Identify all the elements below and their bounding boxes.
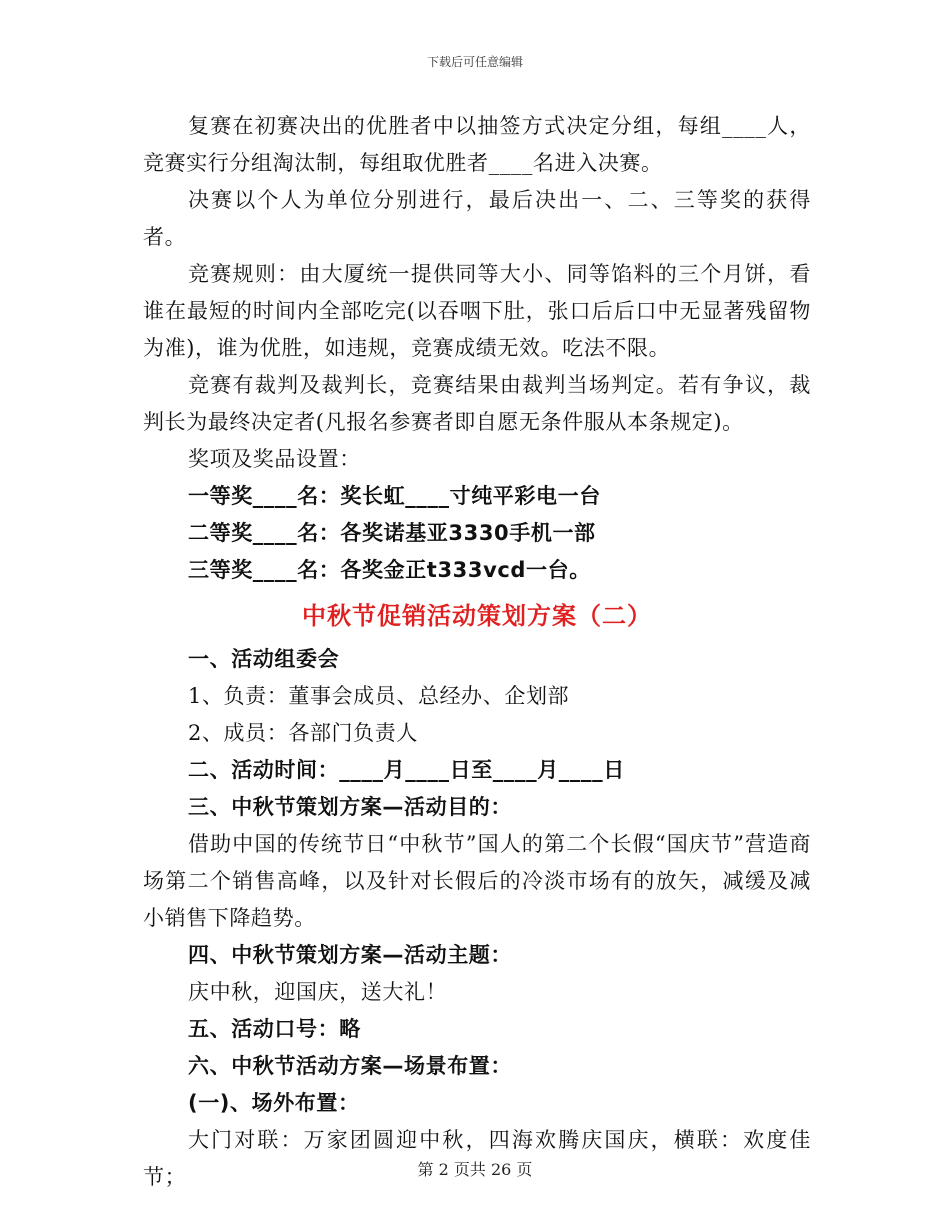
heading-outdoor: (一)、场外布置： xyxy=(188,1091,360,1115)
line-couplet: 大门对联：万家团圆迎中秋，四海欢腾庆国庆，横联：欢度佳节； xyxy=(143,1128,811,1189)
paragraph-prize-setup: 奖项及奖品设置： xyxy=(188,447,361,471)
prize-first: 一等奖____名：奖长虹____寸纯平彩电一台 xyxy=(188,484,601,508)
paragraph-semifinal: 复赛在初赛决出的优胜者中以抽签方式决定分组，每组____人，竞赛实行分组淘汰制，每组取优胜者____名进入决赛。 xyxy=(143,114,811,175)
line-responsible: 1、负责：董事会成员、总经办、企划部 xyxy=(188,684,570,708)
line-theme: 庆中秋，迎国庆，送大礼！ xyxy=(188,980,448,1004)
paragraph-referee: 竞赛有裁判及裁判长，竞赛结果由裁判当场判定。若有争议，裁判长为最终决定者(凡报名参赛者即自愿无条件服从本条规定)。 xyxy=(143,373,811,434)
paragraph-final: 决赛以个人为单位分别进行，最后决出一、二、三等奖的获得者。 xyxy=(143,188,811,249)
page-footer: 第 2 页共 26 页 xyxy=(417,1160,533,1179)
prize-second: 二等奖____名：各奖诺基亚3330手机一部 xyxy=(188,521,596,545)
page-header: 下载后可任意编辑 xyxy=(426,55,523,69)
heading-scene: 六、中秋节活动方案—场景布置： xyxy=(188,1054,512,1078)
heading-committee: 一、活动组委会 xyxy=(188,647,340,671)
paragraph-rules: 竞赛规则：由大厦统一提供同等大小、同等馅料的三个月饼，看谁在最短的时间内全部吃完(以吞咽下肚，张口后后口中无显著残留物为准)，谁为优胜，如违规，竞赛成绩无效。吃法不限。 xyxy=(143,262,811,360)
prize-third: 三等奖____名：各奖金正t333vcd一台。 xyxy=(188,558,591,582)
section-title: 中秋节促销活动策划方案（二） xyxy=(302,602,652,630)
heading-theme: 四、中秋节策划方案—活动主题： xyxy=(188,943,512,967)
document-body xyxy=(143,108,811,1196)
heading-time: 二、活动时间：____月____日至____月____日 xyxy=(188,758,625,782)
line-members: 2、成员：各部门负责人 xyxy=(188,721,418,745)
heading-purpose: 三、中秋节策划方案—活动目的： xyxy=(188,795,512,819)
paragraph-purpose: 借助中国的传统节日“中秋节”国人的第二个长假“国庆节”营造商场第二个销售高峰，以及针对长假后的冷淡市场有的放矢，减缓及减小销售下降趋势。 xyxy=(143,832,811,930)
heading-slogan: 五、活动口号：略 xyxy=(188,1017,361,1041)
